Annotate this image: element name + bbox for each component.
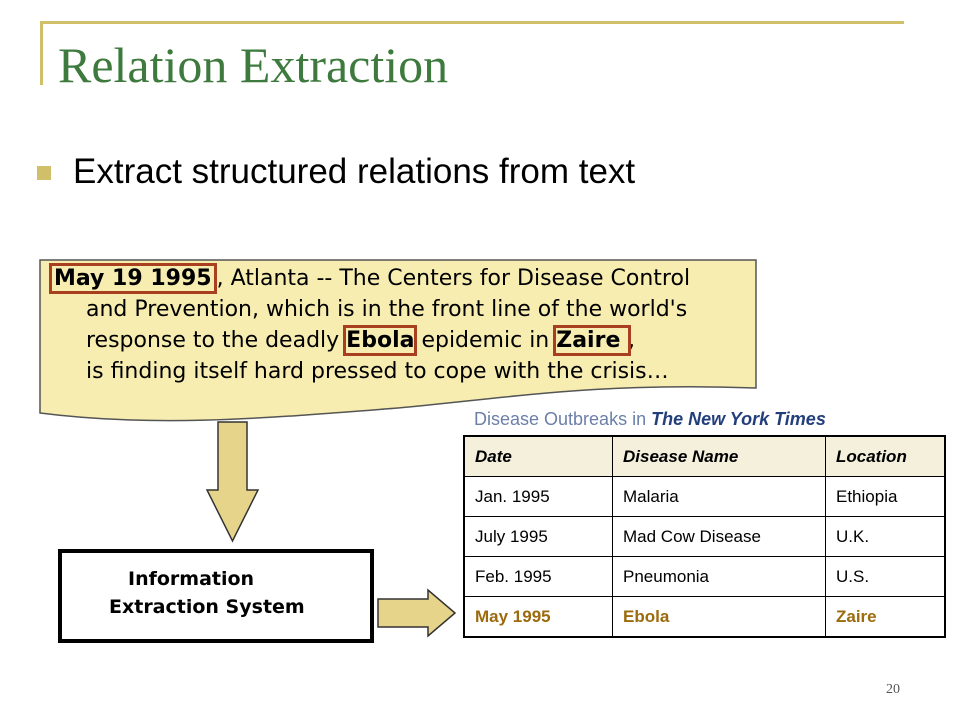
cell-disease: Mad Cow Disease	[613, 517, 826, 557]
document-line-3-post: ,	[628, 328, 636, 353]
document-line-4: is finding itself hard pressed to cope with the crisis…	[86, 359, 669, 384]
cell-location: Ethiopia	[826, 477, 946, 517]
cell-date: May 1995	[464, 597, 613, 638]
bullet-rest: xtract structured relations from text	[96, 152, 636, 191]
table-header-row	[464, 436, 945, 477]
cell-disease: Pneumonia	[613, 557, 826, 597]
extraction-system-label-line2: Extraction System	[109, 596, 305, 618]
slide-frame-left	[40, 21, 43, 85]
document-line-3-mid: epidemic in	[414, 328, 557, 353]
table-row	[464, 477, 945, 517]
cell-date: July 1995	[464, 517, 613, 557]
document-line-2: and Prevention, which is in the front line of the world's	[86, 297, 688, 322]
document-line-1	[54, 263, 690, 294]
extracted-table-row	[464, 597, 945, 638]
extraction-system-label-line1: Information	[128, 568, 255, 590]
document-line-3-pre: response to the deadly	[86, 328, 347, 353]
table-caption-prefix: Disease Outbreaks in	[474, 409, 652, 429]
disease-entity-highlight: Ebola	[346, 328, 415, 353]
table-caption	[474, 409, 826, 430]
header-disease-name: Disease Name	[613, 436, 826, 477]
cell-date: Feb. 1995	[464, 557, 613, 597]
slide-frame-top	[40, 21, 904, 24]
down-arrow-icon	[205, 420, 261, 544]
bullet-text	[73, 152, 635, 192]
cell-date: Jan. 1995	[464, 477, 613, 517]
bullet-lead-letter: E	[73, 152, 97, 191]
cell-location: Zaire	[826, 597, 946, 638]
slide-title: Relation Extraction	[58, 37, 449, 93]
table-row	[464, 517, 945, 557]
cell-location: U.S.	[826, 557, 946, 597]
right-arrow-icon	[376, 588, 458, 638]
table-caption-source: The New York Times	[651, 409, 826, 429]
cell-location: U.K.	[826, 517, 946, 557]
document-line-1-rest: , Atlanta -- The Centers for Disease Control	[216, 266, 691, 291]
table-row	[464, 557, 945, 597]
bullet-square-icon	[37, 166, 51, 180]
cell-disease: Malaria	[613, 477, 826, 517]
document-line-3	[54, 325, 690, 356]
page-number: 20	[886, 682, 900, 697]
cell-disease: Ebola	[613, 597, 826, 638]
location-entity-highlight: Zaire	[556, 328, 629, 353]
disease-outbreaks-table	[463, 435, 946, 638]
news-document-text	[54, 263, 690, 387]
header-location: Location	[826, 436, 946, 477]
date-entity-highlight: May 19 1995	[49, 263, 217, 294]
header-date: Date	[464, 436, 613, 477]
